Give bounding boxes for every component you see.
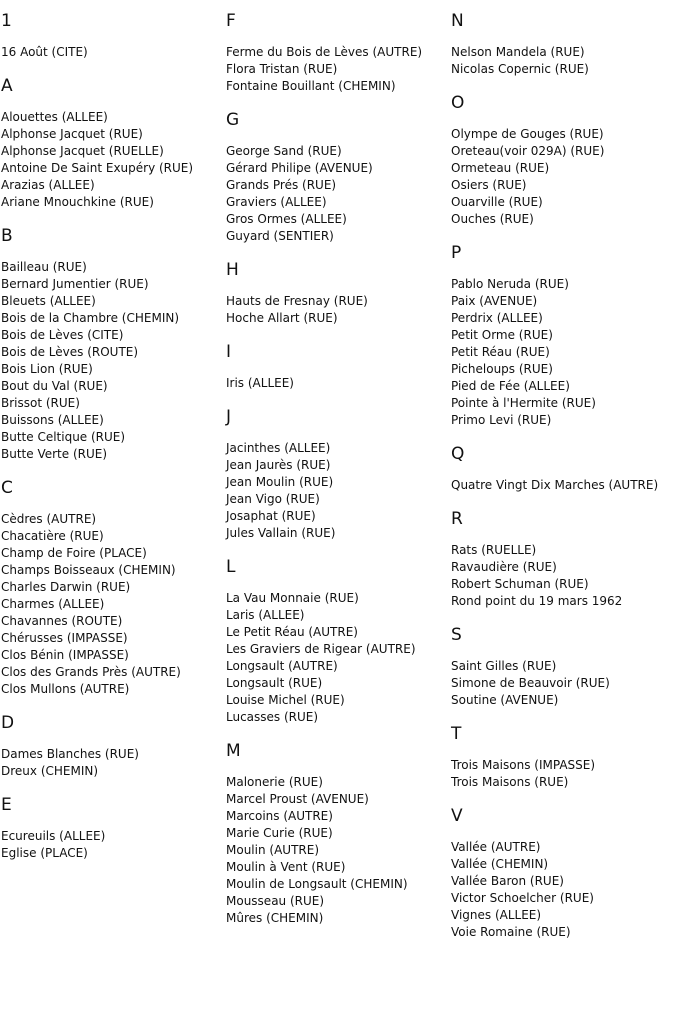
street-entry: Fontaine Bouillant (CHEMIN) (226, 79, 396, 93)
street-entry: Bout du Val (RUE) (1, 379, 108, 393)
section-letter-heading: I (226, 342, 232, 362)
street-entry: Bois Lion (RUE) (1, 362, 93, 376)
street-entry: Voie Romaine (RUE) (451, 925, 571, 939)
street-entry: Olympe de Gouges (RUE) (451, 127, 604, 141)
street-entry: Simone de Beauvoir (RUE) (451, 676, 610, 690)
street-entry: Pablo Neruda (RUE) (451, 277, 569, 291)
section-letter-heading: B (1, 226, 13, 246)
street-entry: Vallée (AUTRE) (451, 840, 541, 854)
street-entry: Butte Celtique (RUE) (1, 430, 126, 444)
street-entry: Josaphat (RUE) (226, 509, 316, 523)
street-entry: 16 Août (CITE) (1, 45, 88, 59)
street-entry: Grands Prés (RUE) (226, 178, 337, 192)
street-entry: Lucasses (RUE) (226, 710, 319, 724)
street-entry: Charmes (ALLEE) (1, 597, 105, 611)
section-letter-heading: E (1, 795, 12, 815)
street-entry: Longsault (AUTRE) (226, 659, 338, 673)
street-entry: Eglise (PLACE) (1, 846, 88, 860)
section-letter-heading: R (451, 509, 463, 529)
street-entry: Charles Darwin (RUE) (1, 580, 131, 594)
street-entry: Antoine De Saint Exupéry (RUE) (1, 161, 194, 175)
street-entry: Oreteau(voir 029A) (RUE) (451, 144, 605, 158)
street-entry: Mousseau (RUE) (226, 894, 325, 908)
street-entry: Chavannes (ROUTE) (1, 614, 123, 628)
letter-section (226, 741, 448, 927)
street-entry: Victor Schoelcher (RUE) (451, 891, 594, 905)
section-letter-heading: J (226, 407, 232, 427)
street-entry: Bois de la Chambre (CHEMIN) (1, 311, 180, 325)
street-entry: Clos des Grands Près (AUTRE) (1, 665, 181, 679)
street-entry: Jules Vallain (RUE) (226, 526, 336, 540)
street-entry: George Sand (RUE) (226, 144, 342, 158)
street-entry: Picheloups (RUE) (451, 362, 553, 376)
section-letter-heading: D (1, 713, 15, 733)
street-entry: Hauts de Fresnay (RUE) (226, 294, 368, 308)
street-entry: Marie Curie (RUE) (226, 826, 333, 840)
letter-section (451, 509, 673, 610)
street-entry: Bois de Lèves (ROUTE) (1, 345, 139, 359)
street-entry: Bernard Jumentier (RUE) (1, 277, 149, 291)
street-entry: Petit Orme (RUE) (451, 328, 553, 342)
street-entry: Jean Vigo (RUE) (226, 492, 320, 506)
street-entry: Iris (ALLEE) (226, 376, 294, 390)
letter-section (226, 407, 448, 542)
street-entry: Nelson Mandela (RUE) (451, 45, 585, 59)
letter-section (451, 806, 673, 941)
section-letter-heading: F (226, 11, 236, 31)
letter-section (451, 243, 673, 429)
letter-section (1, 11, 223, 61)
street-entry: Dames Blanches (RUE) (1, 747, 139, 761)
street-entry: Les Graviers de Rigear (AUTRE) (226, 642, 416, 656)
letter-section (451, 444, 673, 494)
street-entry: Flora Tristan (RUE) (226, 62, 338, 76)
street-entry: Gérard Philipe (AVENUE) (226, 161, 373, 175)
street-entry: Alouettes (ALLEE) (1, 110, 108, 124)
street-entry: Chérusses (IMPASSE) (1, 631, 128, 645)
street-entry: Champs Boisseaux (CHEMIN) (1, 563, 176, 577)
street-entry: Graviers (ALLEE) (226, 195, 327, 209)
letter-section (226, 557, 448, 726)
street-entry: Ouarville (RUE) (451, 195, 543, 209)
letter-section (226, 11, 448, 95)
street-entry: Vallée (CHEMIN) (451, 857, 549, 871)
street-entry: Osiers (RUE) (451, 178, 527, 192)
letter-section (226, 110, 448, 245)
street-entry: Ravaudière (RUE) (451, 560, 557, 574)
street-entry: Le Petit Réau (AUTRE) (226, 625, 358, 639)
street-entry: Laris (ALLEE) (226, 608, 305, 622)
street-entry: Longsault (RUE) (226, 676, 323, 690)
street-entry: Rond point du 19 mars 1962 (451, 594, 623, 608)
street-entry: Guyard (SENTIER) (226, 229, 334, 243)
letter-section (226, 342, 448, 392)
street-entry: Buissons (ALLEE) (1, 413, 104, 427)
street-entry: Ormeteau (RUE) (451, 161, 550, 175)
street-entry: Marcoins (AUTRE) (226, 809, 333, 823)
letter-section (1, 76, 223, 211)
section-letter-heading: S (451, 625, 462, 645)
letter-section (451, 11, 673, 78)
street-entry: Vallée Baron (RUE) (451, 874, 564, 888)
street-index-column-2 (226, 11, 448, 942)
section-letter-heading: H (226, 260, 239, 280)
street-entry: La Vau Monnaie (RUE) (226, 591, 359, 605)
street-entry: Cèdres (AUTRE) (1, 512, 97, 526)
street-entry: Brissot (RUE) (1, 396, 80, 410)
street-entry: Moulin à Vent (RUE) (226, 860, 346, 874)
letter-section (451, 93, 673, 228)
street-entry: Moulin de Longsault (CHEMIN) (226, 877, 408, 891)
street-entry: Clos Bénin (IMPASSE) (1, 648, 129, 662)
street-entry: Rats (RUELLE) (451, 543, 537, 557)
street-entry: Malonerie (RUE) (226, 775, 323, 789)
street-entry: Gros Ormes (ALLEE) (226, 212, 347, 226)
street-entry: Moulin (AUTRE) (226, 843, 319, 857)
street-entry: Chacatière (RUE) (1, 529, 104, 543)
street-entry: Ecureuils (ALLEE) (1, 829, 106, 843)
street-entry: Jean Moulin (RUE) (226, 475, 334, 489)
street-entry: Soutine (AVENUE) (451, 693, 559, 707)
street-entry: Bois de Lèves (CITE) (1, 328, 124, 342)
section-letter-heading: Q (451, 444, 465, 464)
letter-section (226, 260, 448, 327)
street-entry: Alphonse Jacquet (RUELLE) (1, 144, 164, 158)
street-entry: Dreux (CHEMIN) (1, 764, 99, 778)
section-letter-heading: P (451, 243, 462, 263)
letter-section (1, 795, 223, 862)
street-entry: Perdrix (ALLEE) (451, 311, 543, 325)
street-index-column-3 (451, 11, 673, 956)
street-entry: Bailleau (RUE) (1, 260, 87, 274)
street-entry: Clos Mullons (AUTRE) (1, 682, 130, 696)
section-letter-heading: C (1, 478, 13, 498)
street-entry: Paix (AVENUE) (451, 294, 538, 308)
letter-section (1, 226, 223, 463)
street-entry: Ouches (RUE) (451, 212, 534, 226)
street-entry: Saint Gilles (RUE) (451, 659, 557, 673)
street-entry: Hoche Allart (RUE) (226, 311, 338, 325)
section-letter-heading: V (451, 806, 463, 826)
street-entry: Vignes (ALLEE) (451, 908, 542, 922)
street-entry: Ariane Mnouchkine (RUE) (1, 195, 154, 209)
section-letter-heading: L (226, 557, 236, 577)
section-letter-heading: N (451, 11, 464, 31)
street-entry: Champ de Foire (PLACE) (1, 546, 147, 560)
street-entry: Primo Levi (RUE) (451, 413, 552, 427)
section-letter-heading: T (451, 724, 462, 744)
section-letter-heading: G (226, 110, 240, 130)
street-entry: Nicolas Copernic (RUE) (451, 62, 589, 76)
street-entry: Petit Réau (RUE) (451, 345, 550, 359)
street-index-column-1 (1, 11, 223, 877)
street-entry: Jacinthes (ALLEE) (226, 441, 331, 455)
letter-section (1, 478, 223, 698)
street-entry: Trois Maisons (IMPASSE) (451, 758, 596, 772)
street-entry: Pied de Fée (ALLEE) (451, 379, 570, 393)
street-entry: Marcel Proust (AVENUE) (226, 792, 369, 806)
section-letter-heading: O (451, 93, 465, 113)
street-entry: Quatre Vingt Dix Marches (AUTRE) (451, 478, 659, 492)
street-entry: Butte Verte (RUE) (1, 447, 108, 461)
section-letter-heading: A (1, 76, 13, 96)
section-letter-heading: 1 (1, 11, 12, 31)
letter-section (451, 724, 673, 791)
street-entry: Trois Maisons (RUE) (451, 775, 569, 789)
street-entry: Alphonse Jacquet (RUE) (1, 127, 143, 141)
street-entry: Arazias (ALLEE) (1, 178, 95, 192)
street-entry: Mûres (CHEMIN) (226, 911, 324, 925)
section-letter-heading: M (226, 741, 241, 761)
letter-section (1, 713, 223, 780)
street-entry: Ferme du Bois de Lèves (AUTRE) (226, 45, 423, 59)
street-entry: Louise Michel (RUE) (226, 693, 345, 707)
street-entry: Pointe à l'Hermite (RUE) (451, 396, 596, 410)
street-entry: Robert Schuman (RUE) (451, 577, 589, 591)
street-entry: Bleuets (ALLEE) (1, 294, 96, 308)
street-entry: Jean Jaurès (RUE) (226, 458, 331, 472)
letter-section (451, 625, 673, 709)
